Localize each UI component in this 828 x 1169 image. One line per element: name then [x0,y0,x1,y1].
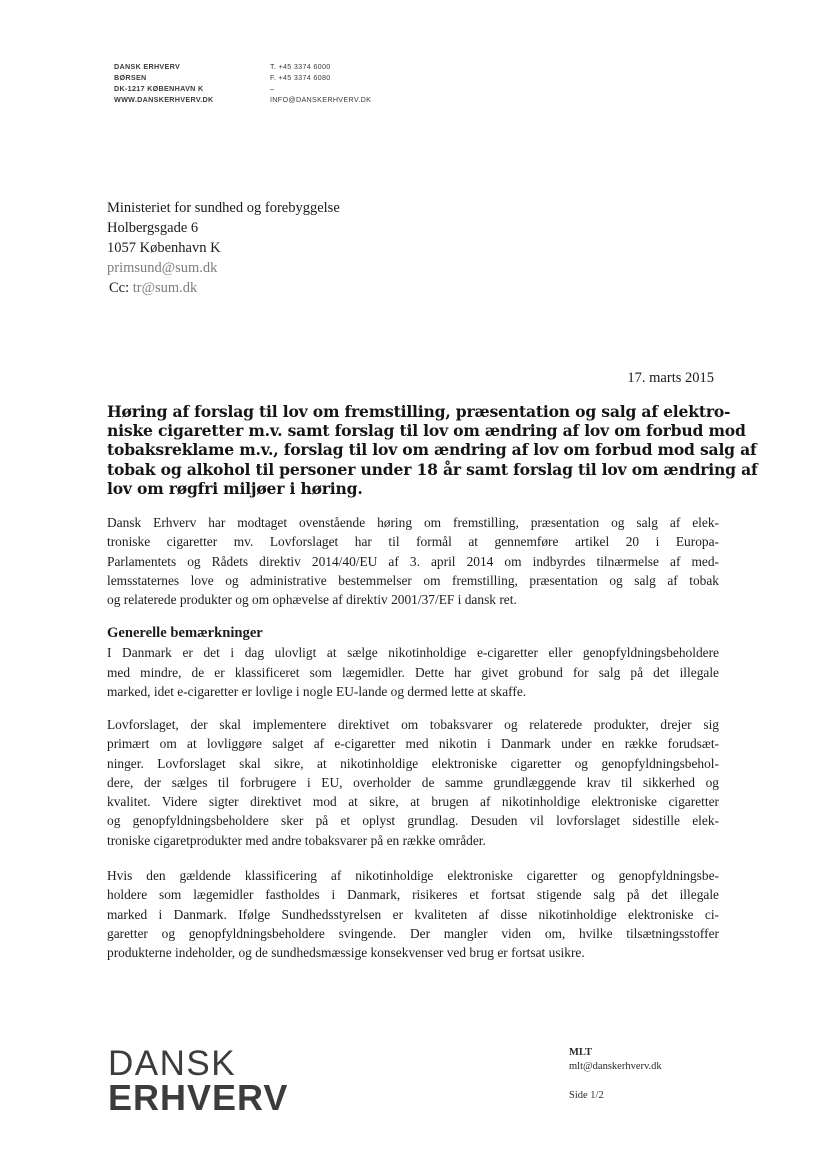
letterhead-building: BØRSEN [114,73,147,82]
paragraph-line: Dansk Erhverv har modtaget ovenstående høring om fremstilling, præsentation og salg af elek- [107,515,719,530]
paragraph-line: holdere som lægemidler fastholdes i Danmark, risikeres et fortsat stigende salg på det illegale [107,887,719,903]
paragraph-line: troniske cigaretprodukter med andre tobaksvarer på en række områder. [107,832,486,848]
paragraph-line: I Danmark er det i dag ulovligt at sælge nikotinholdige e-cigaretter eller genopfyldningsbeholdere [107,645,719,661]
paragraph-line: med mindre, de er klassificeret som lægemidler. Dette har givet grobund for salg på det illegale [107,664,719,680]
letterhead-dash: – [270,84,275,93]
page-number: Side 1/2 [569,1090,604,1101]
cc-label: Cc: [109,280,130,296]
logo-line-erhverv: ERHVERV [108,1077,289,1118]
paragraph-line: dere, der sælges til forbrugere i EU, overholder de samme grundlæggende krav til sikkerhed og [107,774,719,790]
title-line: tobaksreklame m.v., forslag til lov om ændring af lov om forbud mod salg af [107,440,757,460]
letterhead-address [114,61,214,105]
recipient-cc [107,278,340,298]
paragraph-line: og genopfyldningsbeholdere sker på et oplyst grundlag. Desuden vil lovforslaget sidestille elek- [107,813,719,829]
paragraph-line: marked, idet e-cigaretter er lovlige i nogle EU-lande og dermed lette at skaffe. [107,683,527,699]
letterhead-company: DANSK ERHVERV [114,62,181,71]
dansk-erhverv-logo [108,1046,288,1116]
paragraph-line: primært om at lovliggøre salget af e-cigaretter med nikotin i Danmark under en række forudsæt- [107,736,719,752]
letterhead-email: INFO@DANSKERHVERV.DK [270,95,372,104]
paragraph-line: Hvis den gældende klassificering af nikotinholdige elektroniske cigaretter og genopfyldningsbe- [107,868,719,883]
cc-email[interactable]: tr@sum.dk [132,280,198,296]
paragraph-implementation [107,715,719,850]
title-line: Høring af forslag til lov om fremstilling, præsentation og salg af elektro- [107,402,731,421]
paragraph-line: og relaterede produkter og om ophævelse af direktiv 2001/37/EF i dansk ret. [107,592,517,608]
recipient-street: Holbergsgade 6 [107,220,199,236]
paragraph-intro [107,513,719,609]
recipient-block [107,198,340,298]
paragraph-line: garetter og genopfyldningsbeholdere svingende. Der mangler viden om, hvilke tilsætningsstoffer [107,925,719,941]
paragraph-line: troniske cigaretter mv. Lovforslaget har til formål at gennemføre artikel 20 i Europa- [107,534,719,550]
letterhead-website: WWW.DANSKERHVERV.DK [114,95,214,104]
paragraph-classification [107,866,719,962]
paragraph-line: produkterne indeholder, og de sundhedsmæssige konsekvenser ved brug er fortsat usikre. [107,945,585,961]
title-line: lov om røgfri miljøer i høring. [107,478,363,498]
title-line: niske cigaretter m.v. samt forslag til lov om ændring af lov om forbud mod [107,421,746,441]
paragraph-line: marked i Danmark. Ifølge Sundhedsstyrelsen er kvaliteten af disse nikotinholdige elektroniske ci- [107,906,719,922]
paragraph-line: lemsstaternes love og administrative bestemmelser om fremstilling, præsentation og salg af tobak [107,572,719,588]
sender-email[interactable]: mlt@danskerhverv.dk [569,1061,662,1072]
paragraph-line: Parlamentets og Rådets direktiv 2014/40/EU af 3. april 2014 om indbyrdes tilnærmelse af med- [107,553,719,569]
recipient-email[interactable]: primsund@sum.dk [107,260,218,276]
paragraph-line: kvalitet. Videre sigter direktivet mod at sikre, at brugen af nikotinholdige elektroniske cigaretter [107,794,719,810]
logo-line-dansk: DANSK [108,1044,237,1083]
title-line: tobak og alkohol til personer under 18 år samt forslag til lov om ændring af [107,459,758,479]
recipient-city: 1057 København K [107,240,221,256]
letterhead-contact [270,61,371,105]
paragraph-line: ninger. Lovforslaget skal sikre, at nikotinholdige elektroniske cigaretter og genopfyldningsbehol- [107,755,719,771]
recipient-name: Ministeriet for sundhed og forebyggelse [107,200,340,216]
section-general [107,624,719,701]
letter-title [107,402,758,498]
letterhead-postcode: DK-1217 KØBENHAVN K [114,84,204,93]
letterhead-fax: F. +45 3374 6080 [270,73,331,82]
letterhead-phone: T. +45 3374 6000 [270,62,331,71]
sender-initials: MLT [569,1047,592,1058]
letter-date: 17. marts 2015 [627,370,714,386]
section-heading: Generelle bemærkninger [107,625,263,641]
paragraph-line: Lovforslaget, der skal implementere direktivet om tobaksvarer og relaterede produkter, drejer sig [107,717,719,732]
sender-contact [569,1046,662,1074]
